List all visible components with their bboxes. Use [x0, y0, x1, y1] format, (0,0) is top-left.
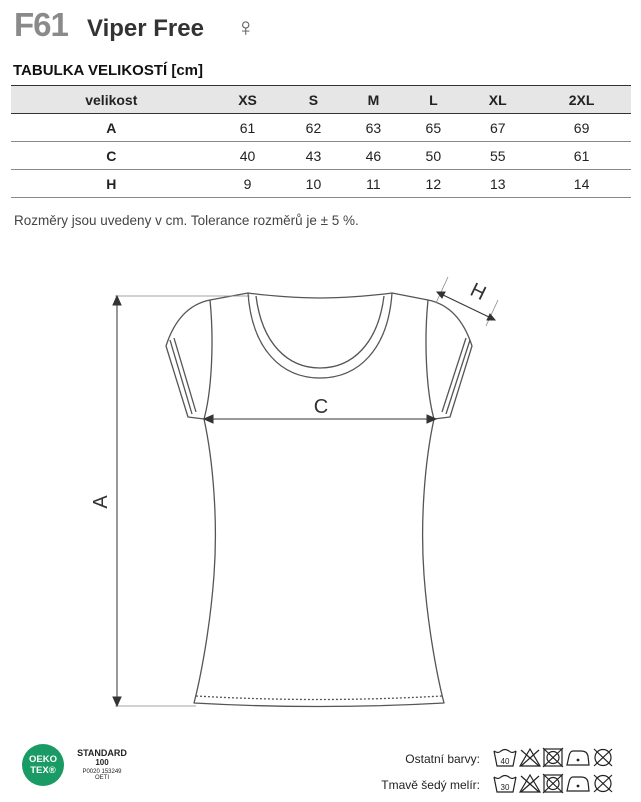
standard-label: STANDARD [77, 748, 127, 758]
size-table-header-row [11, 86, 631, 114]
iron-icon [567, 777, 589, 791]
table-cell: 12 [403, 170, 463, 198]
wash-temp: 40 [500, 757, 510, 766]
tolerance-note: Rozměry jsou uvedeny v cm. Tolerance rozměrů je ± 5 %. [14, 213, 359, 228]
no-bleach-icon [520, 775, 540, 792]
table-cell: 63 [343, 114, 403, 142]
row-label: A [11, 114, 212, 142]
wash-icon [494, 750, 516, 767]
care-icons-dark-grey [493, 773, 628, 795]
no-tumble-dry-icon [543, 748, 563, 767]
table-cell: 13 [463, 170, 532, 198]
standard-block [73, 748, 131, 781]
table-cell: 9 [212, 170, 284, 198]
size-table-corner: velikost [11, 86, 212, 114]
size-col-xl: XL [463, 86, 532, 114]
table-cell: 67 [463, 114, 532, 142]
table-cell: 55 [463, 142, 532, 170]
product-name: Viper Free [87, 15, 204, 42]
cert-number: P0020 153249 [82, 769, 122, 775]
size-table-title: TABULKA VELIKOSTÍ [cm] [13, 62, 203, 79]
table-cell: 62 [284, 114, 344, 142]
tshirt-measurement-diagram [0, 270, 641, 720]
table-cell: 69 [532, 114, 631, 142]
no-bleach-icon [520, 749, 540, 766]
table-cell: 14 [532, 170, 631, 198]
table-cell: 10 [284, 170, 344, 198]
row-label: C [11, 142, 212, 170]
wash-temp: 30 [500, 783, 510, 792]
wash-icon [494, 776, 516, 793]
measure-guides [115, 277, 498, 706]
table-cell: 43 [284, 142, 344, 170]
oeko-text: OEKO [29, 754, 57, 765]
size-col-m: M [343, 86, 403, 114]
tex-text: TEX® [30, 765, 56, 776]
table-cell: 65 [403, 114, 463, 142]
oeko-tex-badge [22, 744, 64, 786]
table-cell: 46 [343, 142, 403, 170]
no-dry-clean-icon [594, 749, 612, 766]
size-col-xs: XS [212, 86, 284, 114]
row-label: H [11, 170, 212, 198]
label-h: H [466, 278, 490, 306]
label-a: A [90, 495, 112, 509]
care-icons-other-colors [493, 747, 628, 769]
table-cell: 40 [212, 142, 284, 170]
table-cell: 50 [403, 142, 463, 170]
female-icon: ♀ [236, 12, 256, 42]
no-tumble-dry-icon [543, 774, 563, 793]
size-col-s: S [284, 86, 344, 114]
table-row [11, 170, 631, 198]
table-cell: 61 [532, 142, 631, 170]
tshirt-outline [166, 293, 472, 707]
size-col-2xl: 2XL [532, 86, 631, 114]
label-c: C [313, 396, 329, 418]
no-dry-clean-icon [594, 775, 612, 792]
size-table [11, 85, 631, 198]
standard-number: 100 [95, 758, 109, 767]
table-cell: 61 [212, 114, 284, 142]
product-code: F61 [14, 6, 68, 43]
size-col-l: L [403, 86, 463, 114]
table-row [11, 142, 631, 170]
measure-arrows [113, 292, 495, 706]
care-label-other-colors: Ostatní barvy: [405, 752, 480, 766]
cert-institute: OETI [94, 775, 109, 781]
iron-icon [567, 751, 589, 765]
table-cell: 11 [343, 170, 403, 198]
table-row [11, 114, 631, 142]
care-label-dark-grey: Tmavě šedý melír: [381, 778, 480, 792]
